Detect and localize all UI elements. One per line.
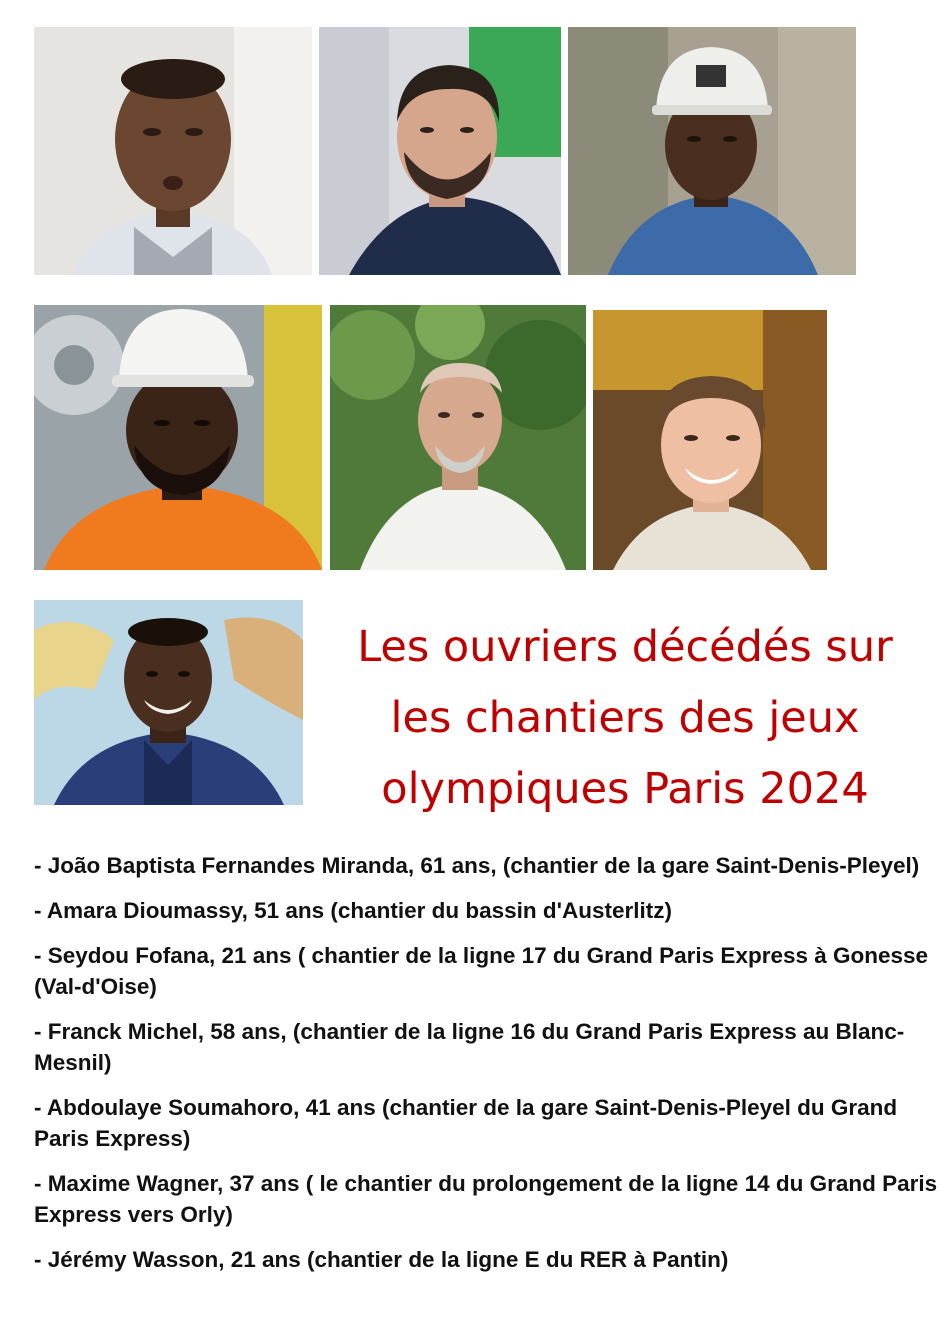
list-item: - Seydou Fofana, 21 ans ( chantier de la ligne 17 du Grand Paris Express à Gonesse (Val-d'Oise) xyxy=(34,943,929,999)
list-item: - Jérémy Wasson, 21 ans (chantier de la ligne E du RER à Pantin) xyxy=(34,1247,729,1272)
portrait-photo-4 xyxy=(34,305,322,570)
list-item: - Maxime Wagner, 37 ans ( le chantier du prolongement de la ligne 14 du Grand Paris Express vers Orly) xyxy=(34,1171,938,1227)
portrait-photo-6 xyxy=(593,310,827,570)
page-title: Les ouvriers décédés sur les chantiers des jeux olympiques Paris 2024 xyxy=(357,622,893,814)
victim-list xyxy=(34,850,939,1289)
list-item: - Amara Dioumassy, 51 ans (chantier du bassin d'Austerlitz) xyxy=(34,898,673,923)
list-item: - Abdoulaye Soumahoro, 41 ans (chantier de la gare Saint-Denis-Pleyel du Grand Paris Express) xyxy=(34,1095,898,1151)
portrait-photo-3 xyxy=(568,27,856,275)
portrait-photo-5 xyxy=(330,305,586,570)
portrait-photo-7 xyxy=(34,600,303,805)
list-item: - João Baptista Fernandes Miranda, 61 ans, (chantier de la gare Saint-Denis-Pleyel) xyxy=(34,853,920,878)
portrait-photo-2 xyxy=(319,27,561,275)
portrait-photo-1 xyxy=(34,27,312,275)
list-item: - Franck Michel, 58 ans, (chantier de la ligne 16 du Grand Paris Express au Blanc-Mesnil) xyxy=(34,1019,905,1075)
